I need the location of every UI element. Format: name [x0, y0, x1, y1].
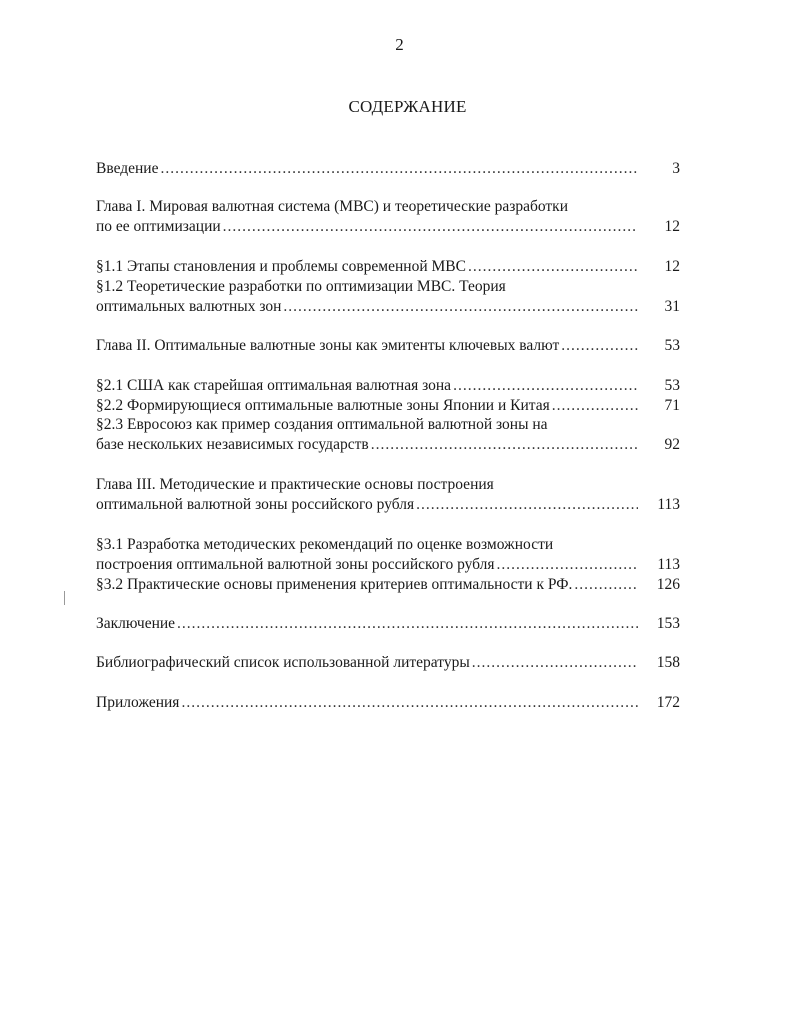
toc-entry-section-1-1[interactable] — [96, 257, 680, 277]
toc-entry-title: Введение — [96, 160, 159, 177]
toc-entry-title: §2.1 США как старейшая оптимальная валютная зона — [96, 377, 452, 394]
toc-page-number: 126 — [656, 576, 680, 593]
page-title: СОДЕРЖАНИЕ — [348, 97, 467, 116]
toc-page-number: 12 — [664, 258, 680, 275]
dot-leader — [574, 575, 638, 595]
toc-entry-title-cont: построения оптимальной валютной зоны российского рубля — [96, 556, 495, 573]
toc-entry-title-cont: оптимальной валютной зоны российского рубля — [96, 496, 415, 513]
toc-entry-title: Приложения — [96, 694, 180, 711]
toc-entry-title: Глава III. Методические и практические основы построения — [96, 476, 494, 493]
toc-page-number: 31 — [664, 298, 680, 315]
toc-entry-section-3-2[interactable] — [96, 575, 680, 595]
toc-entry-chapter-2[interactable] — [96, 336, 680, 356]
toc-page-number: 92 — [664, 436, 680, 453]
toc-page-number: 113 — [657, 496, 680, 513]
dot-leader — [371, 435, 638, 455]
toc-entry-appendices[interactable] — [96, 693, 680, 713]
toc-entry-chapter-3[interactable] — [96, 475, 680, 515]
dot-leader — [177, 614, 638, 634]
toc-page-number: 53 — [664, 377, 680, 394]
toc-page-number: 158 — [656, 654, 680, 671]
toc-entry-title: §3.1 Разработка методических рекомендаций по оценке возможности — [96, 536, 554, 553]
toc-entry-section-2-1[interactable] — [96, 376, 680, 396]
toc-entry-title-cont: оптимальных валютных зон — [96, 298, 282, 315]
toc-entry-section-1-2[interactable] — [96, 277, 680, 317]
toc-page-number: 71 — [664, 397, 680, 414]
dot-leader — [283, 297, 638, 317]
toc-entry-title: §2.2 Формирующиеся оптимальные валютные зоны Японии и Китая — [96, 397, 550, 414]
toc-page-number: 172 — [656, 694, 680, 711]
scan-mark — [64, 591, 65, 605]
toc-entry-bibliography[interactable] — [96, 653, 680, 673]
dot-leader — [453, 376, 638, 396]
toc-entry-title: Библиографический список использованной литературы — [96, 654, 470, 671]
toc-entry-title: §3.2 Практические основы применения критериев оптимальности к РФ. — [96, 576, 573, 593]
toc-entry-section-2-2[interactable] — [96, 396, 680, 416]
toc-entry-title: §1.1 Этапы становления и проблемы современной МВС — [96, 258, 466, 275]
dot-leader — [497, 555, 638, 575]
toc-entry-title: Глава II. Оптимальные валютные зоны как эмитенты ключевых валют — [96, 337, 560, 354]
dot-leader — [552, 396, 638, 416]
dot-leader — [181, 693, 638, 713]
dot-leader — [160, 159, 638, 179]
toc-page-number: 12 — [664, 218, 680, 235]
toc-entry-title: Глава I. Мировая валютная система (МВС) и теоретические разработки — [96, 198, 568, 215]
toc-entry-introduction[interactable] — [96, 159, 680, 179]
dot-leader — [472, 653, 638, 673]
toc-entry-section-3-1[interactable] — [96, 535, 680, 575]
dot-leader — [561, 336, 638, 356]
toc-entry-title: §2.3 Евросоюз как пример создания оптимальной валютной зоны на — [96, 416, 548, 433]
dot-leader — [223, 217, 638, 237]
dot-leader — [416, 495, 638, 515]
toc-entry-conclusion[interactable] — [96, 614, 680, 634]
toc-page-number: 3 — [672, 160, 680, 177]
toc-entry-title-cont: по ее оптимизации — [96, 218, 221, 235]
toc-page-number: 53 — [664, 337, 680, 354]
dot-leader — [468, 257, 638, 277]
toc-page-number: 113 — [657, 556, 680, 573]
toc-entry-chapter-1[interactable] — [96, 197, 680, 237]
toc-entry-section-2-3[interactable] — [96, 415, 680, 455]
toc-entry-title: §1.2 Теоретические разработки по оптимизации МВС. Теория — [96, 278, 506, 295]
toc-entry-title: Заключение — [96, 615, 176, 632]
page-number: 2 — [395, 35, 404, 54]
toc-page-number: 153 — [656, 615, 680, 632]
toc-entry-title-cont: базе нескольких независимых государств — [96, 436, 369, 453]
